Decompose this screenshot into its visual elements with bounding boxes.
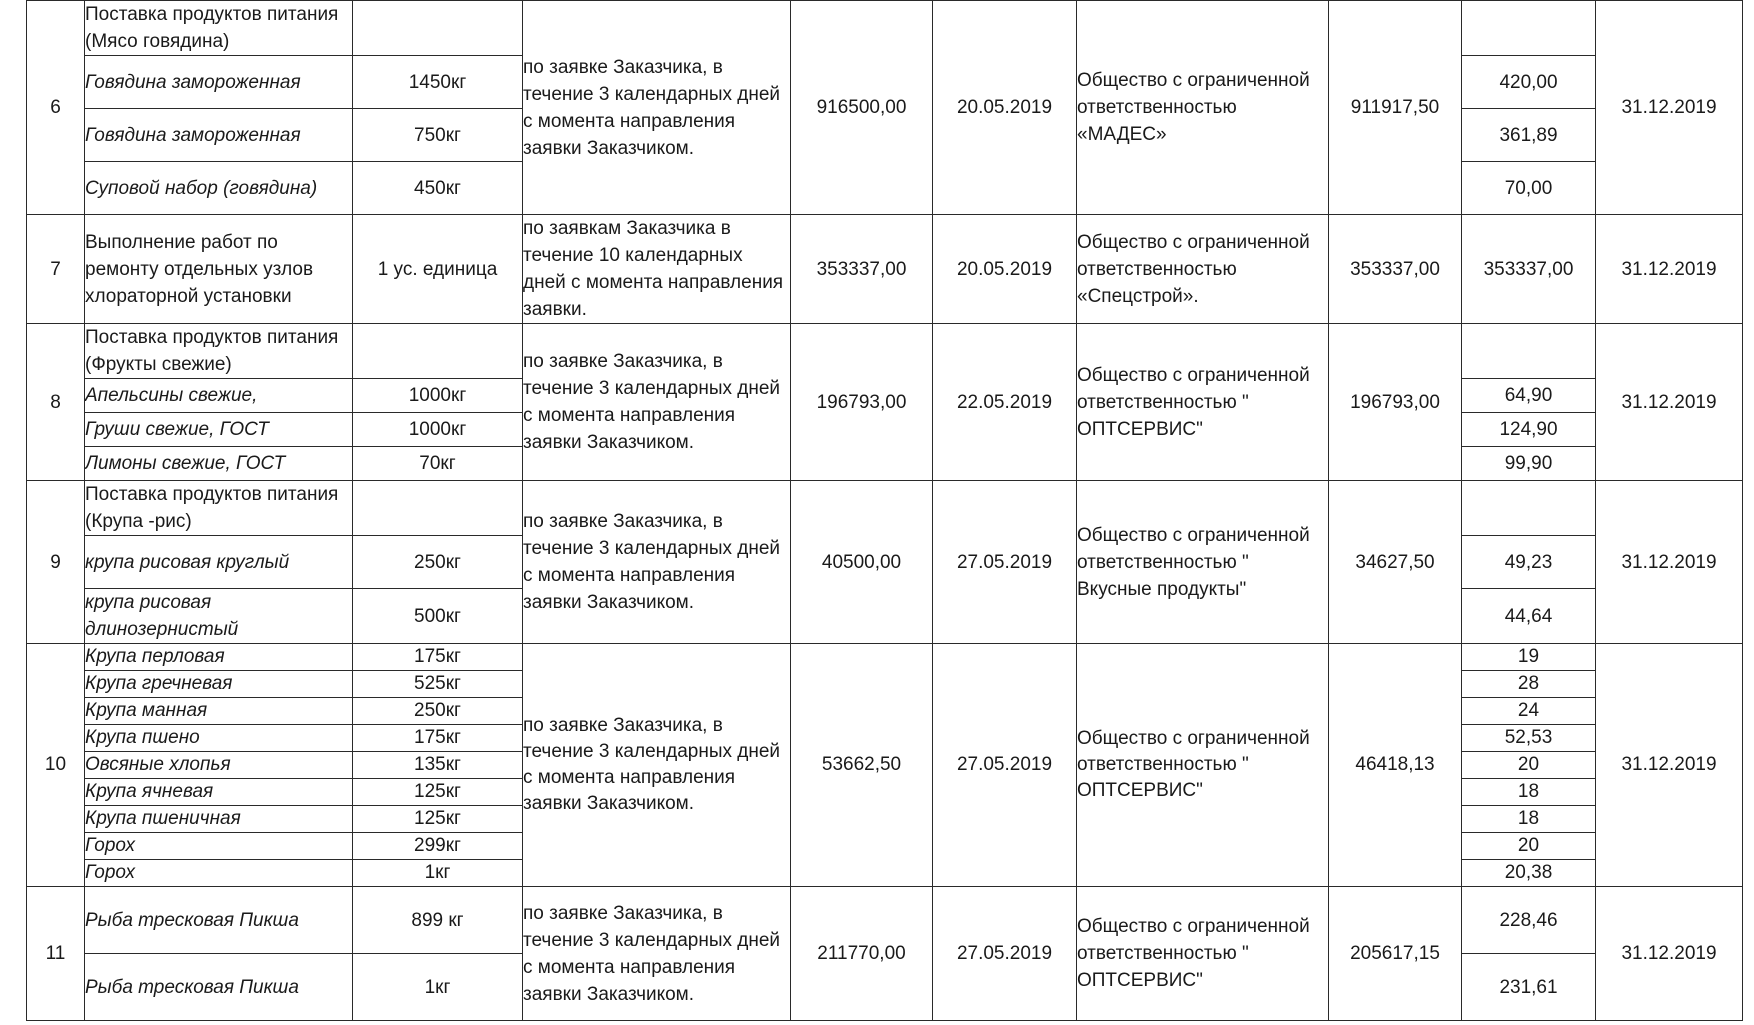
contract-date: 22.05.2019 (933, 324, 1077, 481)
item-unit-price: 420,00 (1462, 56, 1596, 109)
delivery-terms: по заявке Заказчика, в течение 3 календарных дней с момента направления заявки Заказчиком. (523, 644, 791, 887)
item-title: Поставка продуктов питания (Мясо говядина) (85, 1, 353, 56)
end-date: 31.12.2019 (1596, 644, 1743, 887)
item-qty: 250кг (353, 536, 523, 589)
item-name: Груши свежие, ГОСТ (85, 413, 353, 447)
item-name: Крупа манная (85, 698, 353, 725)
item-qty: 70кг (353, 447, 523, 481)
initial-price: 196793,00 (791, 324, 933, 481)
item-name: Горох (85, 860, 353, 887)
delivery-terms: по заявке Заказчика, в течение 3 календарных дней с момента направления заявки Заказчиком. (523, 887, 791, 1021)
item-unit-price: 353337,00 (1462, 215, 1596, 324)
row-number: 7 (27, 215, 85, 324)
item-name: Крупа ячневая (85, 779, 353, 806)
end-date: 31.12.2019 (1596, 887, 1743, 1021)
item-qty: 1кг (353, 954, 523, 1021)
initial-price: 211770,00 (791, 887, 933, 1021)
item-unit-price: 18 (1462, 806, 1596, 833)
item-title: Выполнение работ по ремонту отдельных узлов хлораторной установки (85, 215, 353, 324)
item-unit-price: 231,61 (1462, 954, 1596, 1021)
contract-price: 196793,00 (1329, 324, 1462, 481)
table-row (27, 215, 1743, 324)
item-name: Крупа пшеничная (85, 806, 353, 833)
item-qty: 125кг (353, 779, 523, 806)
item-qty: 1000кг (353, 413, 523, 447)
row-number: 10 (27, 644, 85, 887)
item-name: Говядина замороженная (85, 109, 353, 162)
item-title: Поставка продуктов питания (Крупа -рис) (85, 481, 353, 536)
item-qty: 1450кг (353, 56, 523, 109)
item-name: Суповой набор (говядина) (85, 162, 353, 215)
contract-date: 27.05.2019 (933, 644, 1077, 887)
item-qty: 899 кг (353, 887, 523, 954)
item-unit-price: 361,89 (1462, 109, 1596, 162)
table-row (27, 1, 1743, 56)
item-unit-price: 124,90 (1462, 413, 1596, 447)
contract-price: 353337,00 (1329, 215, 1462, 324)
item-unit-price: 52,53 (1462, 725, 1596, 752)
contract-price: 205617,15 (1329, 887, 1462, 1021)
supplier-name: Общество с ограниченной ответственностью " ОПТСЕРВИС" (1077, 887, 1329, 1021)
item-name: Лимоны свежие, ГОСТ (85, 447, 353, 481)
table-row (27, 481, 1743, 536)
row-number: 9 (27, 481, 85, 644)
initial-price: 916500,00 (791, 1, 933, 215)
item-unit-price: 24 (1462, 698, 1596, 725)
item-name: крупа рисовая длинозернистый (85, 589, 353, 644)
supplier-name: Общество с ограниченной ответственностью «Спецстрой». (1077, 215, 1329, 324)
end-date: 31.12.2019 (1596, 481, 1743, 644)
item-name: Крупа пшено (85, 725, 353, 752)
table-row (27, 644, 1743, 671)
item-qty: 135кг (353, 752, 523, 779)
table-row (27, 324, 1743, 379)
item-name: Горох (85, 833, 353, 860)
contract-price: 46418,13 (1329, 644, 1462, 887)
row-number: 6 (27, 1, 85, 215)
item-unit-price: 28 (1462, 671, 1596, 698)
item-qty: 125кг (353, 806, 523, 833)
item-unit-price: 44,64 (1462, 589, 1596, 644)
item-name: Говядина замороженная (85, 56, 353, 109)
item-qty: 250кг (353, 698, 523, 725)
contract-price: 34627,50 (1329, 481, 1462, 644)
contract-date: 20.05.2019 (933, 1, 1077, 215)
item-qty: 175кг (353, 725, 523, 752)
item-qty: 450кг (353, 162, 523, 215)
initial-price: 53662,50 (791, 644, 933, 887)
row-number: 8 (27, 324, 85, 481)
item-qty: 299кг (353, 833, 523, 860)
item-unit-price: 228,46 (1462, 887, 1596, 954)
item-unit-price: 18 (1462, 779, 1596, 806)
supplier-name: Общество с ограниченной ответственностью «МАДЕС» (1077, 1, 1329, 215)
contract-date: 27.05.2019 (933, 481, 1077, 644)
initial-price: 40500,00 (791, 481, 933, 644)
item-name: Крупа перловая (85, 644, 353, 671)
item-qty: 750кг (353, 109, 523, 162)
supplier-name: Общество с ограниченной ответственностью " ОПТСЕРВИС" (1077, 324, 1329, 481)
item-qty: 525кг (353, 671, 523, 698)
item-title: Поставка продуктов питания (Фрукты свежие) (85, 324, 353, 379)
item-name: Рыба тресковая Пикша (85, 954, 353, 1021)
delivery-terms: по заявкам Заказчика в течение 10 календарных дней с момента направления заявки. (523, 215, 791, 324)
supplier-name: Общество с ограниченной ответственностью " ОПТСЕРВИС" (1077, 644, 1329, 887)
item-name: Апельсины свежие, (85, 379, 353, 413)
contract-date: 20.05.2019 (933, 215, 1077, 324)
delivery-terms: по заявке Заказчика, в течение 3 календарных дней с момента направления заявки Заказчиком. (523, 481, 791, 644)
delivery-terms: по заявке Заказчика, в течение 3 календарных дней с момента направления заявки Заказчиком. (523, 1, 791, 215)
contract-price: 911917,50 (1329, 1, 1462, 215)
item-qty: 500кг (353, 589, 523, 644)
item-qty: 1 ус. единица (353, 215, 523, 324)
item-unit-price: 20 (1462, 833, 1596, 860)
item-unit-price: 20 (1462, 752, 1596, 779)
item-unit-price: 19 (1462, 644, 1596, 671)
delivery-terms: по заявке Заказчика, в течение 3 календарных дней с момента направления заявки Заказчиком. (523, 324, 791, 481)
initial-price: 353337,00 (791, 215, 933, 324)
item-unit-price: 49,23 (1462, 536, 1596, 589)
item-qty: 1кг (353, 860, 523, 887)
end-date: 31.12.2019 (1596, 324, 1743, 481)
contract-date: 27.05.2019 (933, 887, 1077, 1021)
item-name: Крупа гречневая (85, 671, 353, 698)
item-name: Рыба тресковая Пикша (85, 887, 353, 954)
item-name: Овсяные хлопья (85, 752, 353, 779)
end-date: 31.12.2019 (1596, 215, 1743, 324)
end-date: 31.12.2019 (1596, 1, 1743, 215)
item-unit-price: 99,90 (1462, 447, 1596, 481)
item-unit-price: 64,90 (1462, 379, 1596, 413)
row-number: 11 (27, 887, 85, 1021)
item-qty: 1000кг (353, 379, 523, 413)
supplier-name: Общество с ограниченной ответственностью " Вкусные продукты" (1077, 481, 1329, 644)
contracts-table (26, 0, 1743, 1021)
item-unit-price: 70,00 (1462, 162, 1596, 215)
item-name: крупа рисовая круглый (85, 536, 353, 589)
item-unit-price: 20,38 (1462, 860, 1596, 887)
table-row (27, 887, 1743, 954)
item-qty: 175кг (353, 644, 523, 671)
